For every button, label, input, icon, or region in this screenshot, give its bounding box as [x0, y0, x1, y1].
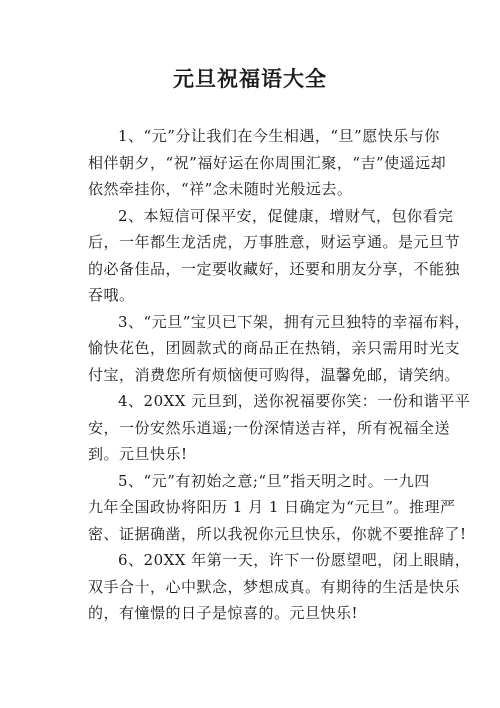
paragraph-line: 3、“元旦”宝贝已下架，拥有元旦独特的幸福布料，	[118, 312, 470, 331]
paragraph-line: 依然牵挂你，“祥”念未随时光般远去。	[88, 180, 353, 198]
paragraph-5	[88, 468, 467, 548]
paragraph-4	[88, 388, 471, 468]
paragraph-line: 双手合十，心中默念，梦想成真。有期待的生活是快乐	[88, 577, 461, 596]
page-title: 元旦祝福语大全	[173, 67, 327, 91]
article-body	[88, 123, 471, 627]
paragraph-1	[88, 123, 447, 203]
paragraph-3	[88, 309, 470, 389]
paragraph-line: 的，有憧憬的日子是惊喜的。元旦快乐!	[88, 604, 359, 622]
paragraph-6	[88, 547, 471, 627]
paragraph-line: 密、证据确凿，所以我祝你元旦快乐，你就不要推辞了!	[88, 524, 467, 543]
paragraph-line: 付宝，消费您所有烦恼便可购得，温馨免邮，请笑纳。	[88, 365, 461, 384]
paragraph-line: 1、“元”分让我们在今生相遇，“旦”愿快乐与你	[118, 127, 440, 145]
paragraph-line: 吞哦。	[88, 286, 135, 304]
paragraph-line: 安，一份安然乐逍遥;一份深情送吉祥，所有祝福全送	[88, 418, 451, 437]
paragraph-line: 相伴朝夕，“祝”福好运在你周围汇聚，“吉”使遥远却	[88, 153, 447, 172]
paragraph-line: 愉快花色，团圆款式的商品正在热销，亲只需用时光支	[88, 339, 461, 357]
paragraph-line: 2、本短信可保平安，促健康，增财气，包你看完	[118, 206, 454, 225]
paragraph-2	[88, 203, 461, 309]
paragraph-line: 4、20XX 元旦到，送你祝福要你笑：一份和谐平平	[118, 392, 471, 410]
paragraph-line: 九年全国政协将阳历 1 月 1 日确定为“元旦”。推理严	[88, 498, 456, 516]
paragraph-line: 6、20XX 年第一天，许下一份愿望吧，闭上眼睛，	[118, 551, 471, 569]
paragraph-line: 到。元旦快乐!	[88, 445, 188, 463]
paragraph-line: 的必备佳品，一定要收藏好，还要和朋友分享，不能独	[88, 259, 461, 278]
paragraph-line: 后，一年都生龙活虎，万事胜意，财运亨通。是元旦节	[88, 233, 461, 251]
paragraph-line: 5、“元”有初始之意;“旦”指天明之时。一九四	[118, 471, 430, 490]
